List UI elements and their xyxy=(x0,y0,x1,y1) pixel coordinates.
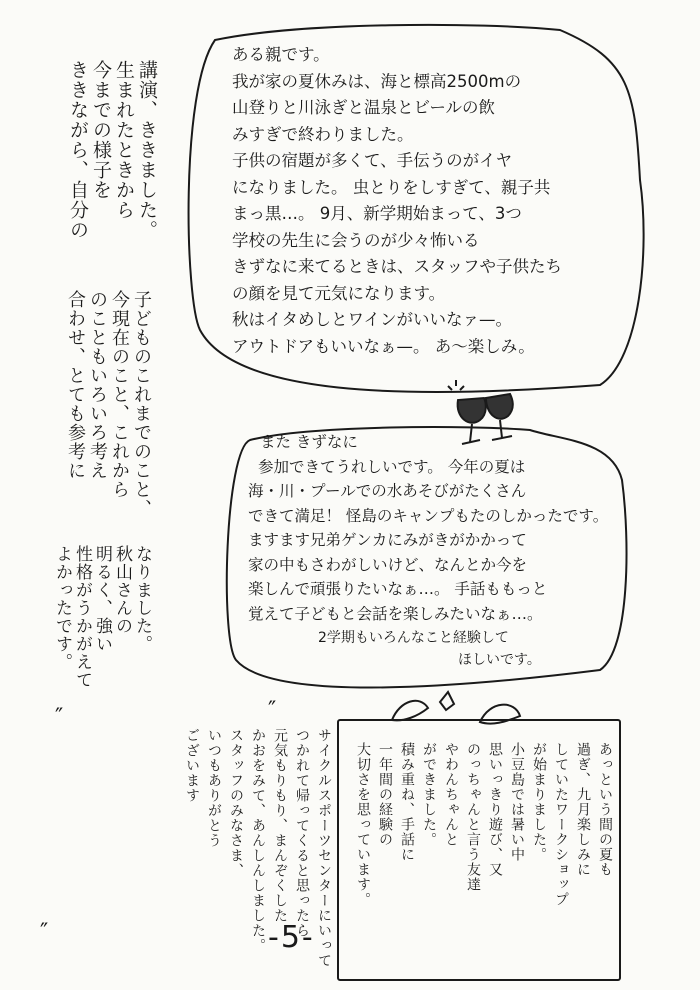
bubble-line: の顔を見て元気になります。 xyxy=(232,283,446,303)
leaf-line: 大切さを思っています。 xyxy=(355,742,371,907)
bubble-line: 秋はイタめしとワインがいいなァ—。 xyxy=(232,310,513,329)
middle-bubble-text xyxy=(248,430,608,670)
comment-line: 講演、ききました。 xyxy=(136,60,158,240)
bubble-line: 覚えて子どもと会話を楽しみたいなぁ…。 xyxy=(248,604,543,623)
bubble-line: 海・川・プールでの水あそびがたくさん xyxy=(248,482,527,500)
quote-mark: ″ xyxy=(40,920,49,945)
comment-line: ききながら、自分の xyxy=(67,60,89,240)
leaf-line: 過ぎ、九月楽しみに xyxy=(575,742,591,877)
bubble-line: まっ黒…。 9月、新学期始まって、3つ xyxy=(232,204,522,223)
bubble-line: 山登りと川泳ぎと温泉とビールの飲 xyxy=(232,98,496,117)
comment-line: 生まれたときから xyxy=(113,60,135,220)
comment-line: 性格がうかがえて xyxy=(72,545,92,689)
leaf-line: 思いっきり遊び、又 xyxy=(487,742,503,877)
bubble-line: みすぎで終わりました。 xyxy=(232,124,414,144)
leaf-line: あっという間の夏も xyxy=(597,742,613,877)
bubble-line: きずなに来てるときは、スタッフや子供たち xyxy=(232,257,562,276)
bubble-line: 楽しんで頑張りたいなぁ…。 手話ももっと xyxy=(248,580,548,598)
bubble-line: できて満足！ 怪島のキャンプもたのしかったです。 xyxy=(248,506,609,525)
bubble-line: になりました。 虫とりをしすぎて、親子共 xyxy=(232,177,551,197)
bubble-line: また きずなに xyxy=(260,433,358,451)
quote-mark: ″ xyxy=(55,705,64,730)
comment-line: ございます xyxy=(184,728,200,803)
comment-left-middle xyxy=(64,290,152,518)
leaf-line: 一年間の経験の xyxy=(377,742,393,847)
bubble-line: 子供の宿題が多くて、手伝うのがイヤ xyxy=(232,151,513,170)
leaf-line: が始まりました。 xyxy=(531,742,547,862)
comment-line: 今までの様子を xyxy=(90,60,112,200)
leaf-icons xyxy=(392,692,520,724)
bubble-line: アウトドアもいいなぁ—。 あ〜楽しみ。 xyxy=(232,336,535,356)
comment-line: のこともいろいろ考え xyxy=(87,290,108,480)
bubble-line: 我が家の夏休みは、海と標高2500mの xyxy=(232,71,522,91)
bubble-line: ほしいです。 xyxy=(458,652,541,668)
comment-line: いつもありがとう xyxy=(206,728,222,848)
bubble-line: 参加できてうれしいです。 今年の夏は xyxy=(258,457,526,476)
bubble-line: 学校の先生に会うのが少々怖いる xyxy=(232,230,480,250)
comment-line: 子どものこれまでのこと、 xyxy=(131,290,152,518)
comment-line: 元気もりもり、まんぞくした xyxy=(272,728,288,923)
leaf-line: のっちゃんと言う友達 xyxy=(465,742,481,892)
page-number: -5- xyxy=(268,920,315,955)
leaf-line: ができました。 xyxy=(421,742,437,847)
comment-left-bottom xyxy=(52,545,152,689)
comment-line: スタッフのみなさま、 xyxy=(228,728,244,878)
comment-line: サイクルスポーツセンターにいって xyxy=(316,728,332,968)
bubble-line: 2学期もいろんなこと経験して xyxy=(318,630,509,646)
parent-bubble-text xyxy=(232,42,562,360)
leaf-box-text xyxy=(352,742,616,907)
bubble-line: 家の中もさわがしいけど、なんとか今を xyxy=(248,555,528,574)
quote-mark: ″ xyxy=(268,698,277,723)
leaf-line: 積み重ね、手話に xyxy=(399,742,415,862)
comment-line: 秋山さんの xyxy=(112,545,132,635)
bubble-line: ますます兄弟ゲンカにみがきがかかって xyxy=(248,531,527,549)
comment-line: なりました。 xyxy=(132,545,152,653)
leaf-line: やわんちゃんと xyxy=(443,742,459,847)
comment-line: 明るく、強い xyxy=(92,545,112,653)
comment-left-top xyxy=(66,60,158,240)
comment-line: かおをみて、あんしんしました。 xyxy=(250,728,266,953)
bubble-line: ある親です。 xyxy=(232,45,330,64)
leaf-line: 小豆島では暑い中 xyxy=(509,742,525,862)
leaf-line: していたワークショップ xyxy=(553,742,569,907)
comment-line: つかれて帰ってくると思ったら xyxy=(294,728,310,938)
comment-line: よかったです。 xyxy=(52,545,72,671)
comment-line: 今現在のこと、これから xyxy=(109,290,130,499)
comment-line: 合わせ、とても参考に xyxy=(65,290,86,480)
